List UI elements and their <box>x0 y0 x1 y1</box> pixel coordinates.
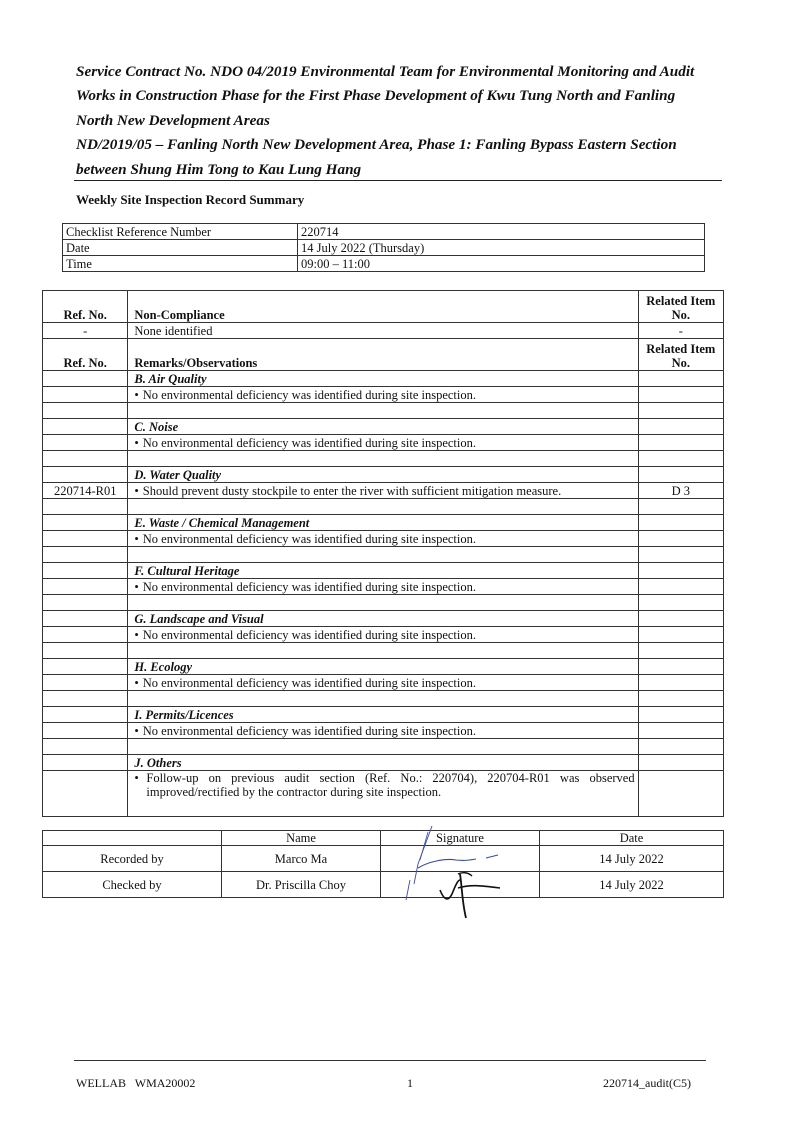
spacer-row <box>43 499 724 515</box>
checklist-value: 220714 <box>298 224 705 240</box>
bullet-icon: • <box>134 676 139 690</box>
spacer-row <box>43 451 724 467</box>
bullet-icon: • <box>134 628 139 642</box>
spacer-cell <box>638 739 723 755</box>
section-heading-row <box>43 659 724 675</box>
noncompliance-header: Non-Compliance <box>128 291 638 323</box>
checklist-label: Checklist Reference Number <box>63 224 298 240</box>
noncompliance-row <box>43 323 724 339</box>
section-heading: I. Permits/Licences <box>128 707 638 723</box>
signoff-header-row <box>43 831 724 846</box>
observation-text: Should prevent dusty stockpile to enter the river with sufficient mitigation measure. <box>142 484 562 498</box>
noncompliance-ref: - <box>43 323 128 339</box>
observation-ref <box>43 771 128 817</box>
footer-right: 220714_audit(C5) <box>603 1076 691 1090</box>
spacer-cell <box>128 403 638 419</box>
section-ref-blank <box>43 707 128 723</box>
observation-related <box>638 387 723 403</box>
observation-cell <box>128 675 638 691</box>
section-heading-row <box>43 563 724 579</box>
related-item-header: Related Item No. <box>638 339 723 371</box>
spacer-cell <box>638 547 723 563</box>
observation-text: No environmental deficiency was identified during site inspection. <box>142 388 477 402</box>
spacer-cell <box>43 643 128 659</box>
section-related-blank <box>638 707 723 723</box>
observation-text: Follow-up on previous audit section (Ref. No.: 220704), 220704-R01 was observed improved/rectified by the contractor during site inspection. <box>146 771 635 799</box>
section-heading-row <box>43 419 724 435</box>
section-related-blank <box>638 659 723 675</box>
observation-text: No environmental deficiency was identified during site inspection. <box>142 436 477 450</box>
signoff-role: Recorded by <box>43 846 222 872</box>
spacer-row <box>43 403 724 419</box>
section-heading: D. Water Quality <box>128 467 638 483</box>
spacer-cell <box>128 451 638 467</box>
spacer-row <box>43 643 724 659</box>
section-heading: E. Waste / Chemical Management <box>128 515 638 531</box>
section-related-blank <box>638 371 723 387</box>
signature-header: Signature <box>381 831 540 846</box>
spacer-cell <box>43 595 128 611</box>
observation-related <box>638 627 723 643</box>
noncompliance-text: None identified <box>128 323 638 339</box>
section-related-blank <box>638 467 723 483</box>
page-number: 1 <box>407 1076 413 1090</box>
observation-row <box>43 483 724 499</box>
signoff-row <box>43 872 724 898</box>
spacer-row <box>43 739 724 755</box>
observation-ref <box>43 387 128 403</box>
inspection-records-table <box>42 290 724 817</box>
page-subtitle: Weekly Site Inspection Record Summary <box>76 192 305 207</box>
observation-cell <box>128 531 638 547</box>
spacer-cell <box>128 547 638 563</box>
observation-cell <box>128 579 638 595</box>
signature-cell <box>381 872 540 898</box>
spacer-row <box>43 595 724 611</box>
observation-row <box>43 723 724 739</box>
bullet-icon: • <box>134 436 139 450</box>
section-ref-blank <box>43 611 128 627</box>
title-project: ND/2019/05 – Fanling North New Development Area, Phase 1: Fanling Bypass Eastern Section between Shung Him Tong to Kau Lung Hang <box>76 136 677 178</box>
checklist-row <box>63 256 705 272</box>
observation-ref: 220714-R01 <box>43 483 128 499</box>
spacer-cell <box>638 595 723 611</box>
observation-cell <box>128 627 638 643</box>
footer-divider <box>74 1060 706 1061</box>
section-ref-blank <box>43 755 128 771</box>
observation-text: No environmental deficiency was identified during site inspection. <box>142 676 477 690</box>
observation-row <box>43 675 724 691</box>
observation-row <box>43 771 724 817</box>
observation-ref <box>43 579 128 595</box>
document-title <box>76 60 716 182</box>
section-ref-blank <box>43 467 128 483</box>
observation-related <box>638 435 723 451</box>
signature-cell <box>381 846 540 872</box>
spacer-cell <box>128 691 638 707</box>
section-heading-row <box>43 611 724 627</box>
observation-cell <box>128 387 638 403</box>
spacer-row <box>43 547 724 563</box>
section-heading-row <box>43 371 724 387</box>
spacer-cell <box>128 499 638 515</box>
section-heading-row <box>43 755 724 771</box>
ref-no-header: Ref. No. <box>43 339 128 371</box>
section-related-blank <box>638 611 723 627</box>
section-ref-blank <box>43 419 128 435</box>
section-related-blank <box>638 563 723 579</box>
signoff-role: Checked by <box>43 872 222 898</box>
checklist-table <box>62 223 705 272</box>
observation-row <box>43 627 724 643</box>
section-related-blank <box>638 755 723 771</box>
remarks-header: Remarks/Observations <box>128 339 638 371</box>
bullet-item <box>134 771 634 799</box>
spacer-cell <box>128 739 638 755</box>
observation-cell <box>128 483 638 499</box>
related-item-header: Related Item No. <box>638 291 723 323</box>
remarks-header-row <box>43 339 724 371</box>
section-heading-row <box>43 467 724 483</box>
section-heading-row <box>43 707 724 723</box>
spacer-cell <box>43 739 128 755</box>
checklist-label: Date <box>63 240 298 256</box>
observation-text: No environmental deficiency was identified during site inspection. <box>142 580 477 594</box>
section-heading: B. Air Quality <box>128 371 638 387</box>
observation-ref <box>43 627 128 643</box>
signoff-role-header <box>43 831 222 846</box>
observation-related <box>638 675 723 691</box>
spacer-cell <box>638 451 723 467</box>
footer-left: WELLAB WMA20002 <box>76 1076 196 1090</box>
observation-text: No environmental deficiency was identified during site inspection. <box>142 532 477 546</box>
observation-ref <box>43 675 128 691</box>
observation-text: No environmental deficiency was identified during site inspection. <box>142 628 477 642</box>
section-heading: H. Ecology <box>128 659 638 675</box>
section-heading: C. Noise <box>128 419 638 435</box>
name-header: Name <box>222 831 381 846</box>
signoff-row <box>43 846 724 872</box>
observation-related <box>638 579 723 595</box>
signoff-name: Marco Ma <box>222 846 381 872</box>
spacer-row <box>43 691 724 707</box>
observation-cell <box>128 435 638 451</box>
observation-ref <box>43 435 128 451</box>
spacer-cell <box>43 451 128 467</box>
title-contract: Service Contract No. NDO 04/2019 Environmental Team for Environmental Monitoring and Audit Works in Construction Phase for the First Phase Development of Kwu Tung North and Fanling North New Development Areas <box>76 63 695 129</box>
observation-related: D 3 <box>638 483 723 499</box>
spacer-cell <box>638 403 723 419</box>
observation-related <box>638 531 723 547</box>
title-divider <box>74 180 722 181</box>
observation-ref <box>43 531 128 547</box>
checklist-label: Time <box>63 256 298 272</box>
observation-text: No environmental deficiency was identified during site inspection. <box>142 724 477 738</box>
section-ref-blank <box>43 563 128 579</box>
observation-cell <box>128 771 638 817</box>
spacer-cell <box>638 499 723 515</box>
spacer-cell <box>43 403 128 419</box>
checklist-value: 14 July 2022 (Thursday) <box>298 240 705 256</box>
bullet-icon: • <box>134 484 139 498</box>
signoff-date: 14 July 2022 <box>540 846 724 872</box>
spacer-cell <box>43 499 128 515</box>
spacer-cell <box>43 547 128 563</box>
bullet-icon: • <box>134 580 139 594</box>
section-ref-blank <box>43 515 128 531</box>
noncompliance-related: - <box>638 323 723 339</box>
observation-related <box>638 771 723 817</box>
date-header: Date <box>540 831 724 846</box>
noncompliance-header-row <box>43 291 724 323</box>
spacer-cell <box>43 691 128 707</box>
section-heading: J. Others <box>128 755 638 771</box>
bullet-icon: • <box>134 388 139 402</box>
spacer-cell <box>128 595 638 611</box>
bullet-icon: • <box>134 532 139 546</box>
section-heading: G. Landscape and Visual <box>128 611 638 627</box>
bullet-icon: • <box>134 724 139 738</box>
spacer-cell <box>128 643 638 659</box>
section-ref-blank <box>43 371 128 387</box>
signoff-table <box>42 830 724 898</box>
observation-ref <box>43 723 128 739</box>
spacer-cell <box>638 691 723 707</box>
section-ref-blank <box>43 659 128 675</box>
observation-related <box>638 723 723 739</box>
checklist-value: 09:00 – 11:00 <box>298 256 705 272</box>
section-heading-row <box>43 515 724 531</box>
ref-no-header: Ref. No. <box>43 291 128 323</box>
section-related-blank <box>638 419 723 435</box>
observation-row <box>43 435 724 451</box>
signoff-date: 14 July 2022 <box>540 872 724 898</box>
observation-row <box>43 531 724 547</box>
spacer-cell <box>638 643 723 659</box>
observation-row <box>43 579 724 595</box>
checklist-row <box>63 240 705 256</box>
observation-row <box>43 387 724 403</box>
section-heading: F. Cultural Heritage <box>128 563 638 579</box>
section-related-blank <box>638 515 723 531</box>
signoff-name: Dr. Priscilla Choy <box>222 872 381 898</box>
bullet-icon: • <box>134 771 139 785</box>
observation-cell <box>128 723 638 739</box>
checklist-row <box>63 224 705 240</box>
